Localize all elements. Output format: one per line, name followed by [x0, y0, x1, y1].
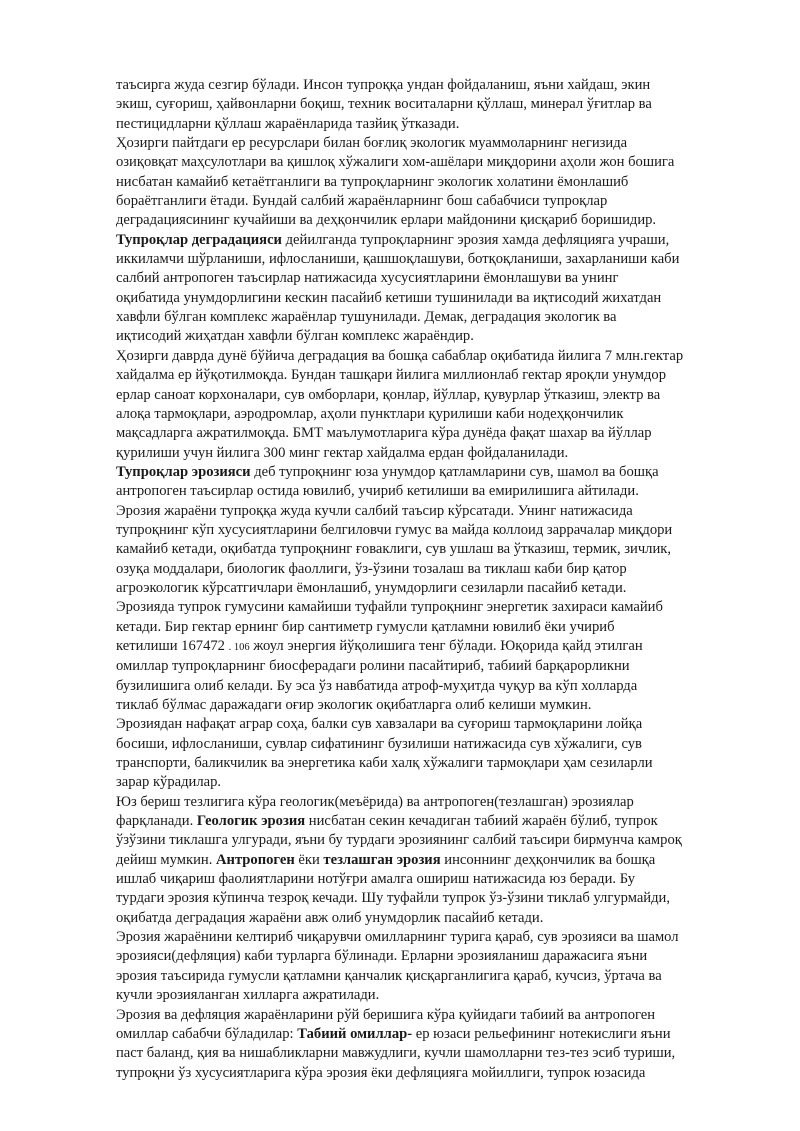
text-line [116, 386, 751, 405]
text-run: нисбатан камайиб кетаётганлиги ва тупроқларнинг экологик холатини ёмонлашиб [116, 173, 629, 190]
text-line [116, 521, 751, 540]
text-run: нисбатан секин кечадиган табиий жараён бўлиб, тупрок [305, 813, 658, 830]
text-line [116, 560, 751, 579]
text-line [116, 793, 751, 812]
text-run: 6 [244, 641, 250, 653]
text-run: омиллар тупроқларнинг биосферадаги ролини пасайтириб, табиий барқарорликни [116, 658, 630, 675]
text-run: алоқа тармоқлари, аэродромлар, аҳоли пунктлари қурилиши каби нодеҳқончилик [116, 405, 624, 422]
text-line [116, 308, 751, 327]
text-line [116, 347, 751, 366]
text-line [116, 579, 751, 598]
text-run: оқибатида унумдорлигини кескин пасайиб кетиши тушинилади ва иқтисодий жихатдан [116, 289, 662, 306]
text-run: деб тупроқнинг юза унумдор қатламларини сув, шамол ва бошқа [250, 463, 659, 480]
text-run: камайиб кетади, оқибатда тупроқнинг ғоваклиги, сув ушлаш ва ўтказиш, термик, зичлик, [116, 541, 672, 558]
text-run: жоул энергия йўқолишига тенг бўлади. Юқорида қайд этилган [249, 637, 643, 654]
text-line [116, 812, 751, 831]
text-run: Эрозия жараёни тупроққа жуда кучли салбий таъсир кўрсатади. Унинг натижасида [116, 502, 633, 519]
text-line [116, 269, 751, 288]
text-run: хайдалма ер йўқотилмоқда. Бундан ташқари йилига миллионлаб гектар яроқли унумдор [116, 367, 666, 384]
text-run: хавфли бўлган комплекс жараёнлар тушунилади. Демак, деградация экологик ва [116, 309, 617, 326]
text-run: ерлар саноат корхоналари, сув омборлари, қонлар, йўллар, қувурлар ўтказиш, электр ва [116, 386, 661, 403]
text-run: Ҳозирги даврда дунё бўйича деградация ва бошқа сабаблар оқибатида йилига 7 млн.гектар [116, 347, 684, 364]
text-line [116, 134, 751, 153]
text-line [116, 192, 751, 211]
bold-term: Табиий омиллар- [297, 1025, 413, 1042]
text-line [116, 211, 751, 230]
text-line [116, 851, 751, 870]
text-line [116, 482, 751, 501]
text-run: таъсирга жуда сезгир бўлади. Инсон тупроққа ундан фойдаланиш, яъни хайдаш, экин [116, 77, 651, 93]
bold-term: Антропоген [216, 851, 295, 868]
text-run: босиши, ифлосланиши, сувлар сифатининг бузилиши натижасида сув хўжалиги, сув [116, 735, 642, 752]
text-run: экиш, суғориш, ҳайвонларни боқиш, техник воситаларни қўллаш, минерал ўғитлар ва [116, 96, 652, 113]
text-run: иккиламчи шўрланиши, ифлосланиши, қашшоқлашуви, ботқоқланиши, захарланиши каби [116, 251, 680, 268]
text-line [116, 889, 751, 908]
text-run: транспорти, баликчилик ва энергетика каби халқ хўжалиги тармоқлари ҳам сезиларли [116, 755, 653, 772]
text-run: Эрозиядан нафақат аграр соҳа, балки сув хавзалари ва суғориш тармоқларини лойқа [116, 716, 643, 733]
text-line [116, 327, 751, 346]
text-run: зарар кўрадилар. [116, 774, 222, 791]
text-line [116, 870, 751, 889]
text-line [116, 831, 751, 850]
text-run: Эрозия ва дефляция жараёнларини рўй беришига кўра қуйидаги табиий ва антропоген [116, 1006, 656, 1023]
text-line [116, 1006, 751, 1025]
text-run: оқибатда деградация жараёни авж олиб унумдорлик пасайиб кетади. [116, 909, 544, 926]
text-line [116, 637, 751, 657]
text-run: омиллар сабабчи бўладилар: [116, 1025, 298, 1042]
bold-term: Геологик эрозия [196, 813, 306, 830]
text-run: агроэкологик кўрсатгичлари ёмонлашиб, унумдорлиги сезиларли пасайиб кетади. [116, 579, 627, 596]
text-line [116, 598, 751, 617]
text-run: озиқовқат маҳсулотлари ва қишлоқ хўжалиги хом-ашёлари миқдорини аҳоли жон бошига [116, 154, 675, 171]
text-run: деградациясининг кучайиши ва деҳқончилик ерлари майдонини қисқариб боришидир. [116, 212, 657, 229]
bold-term: Тупроқлар эрозияси [116, 463, 251, 480]
text-line [116, 947, 751, 966]
text-run: эрозияси(дефляция) каби турларга бўлинади. Ерларни эрозияланиш даражасига яъни [116, 948, 648, 965]
text-line [116, 773, 751, 792]
text-line [116, 540, 751, 559]
text-run: ишлаб чиқариш фаолиятларини нотўғри амалга ошириш натижасида юз беради. Бу [116, 871, 636, 888]
text-line [116, 657, 751, 676]
text-run: қурилиши учун йилига 300 минг гектар хайдалма ердан фойдаланилади. [116, 444, 569, 461]
text-run: дейиш мумкин. [116, 851, 216, 868]
text-run: дейилганда тупроқларнинг эрозия хамда дефляцияга учраши, [281, 231, 670, 248]
text-run: Эрозияда тупрок гумусини камайиши туфайли тупроқнинг энергетик захираси камайиб [116, 599, 663, 616]
text-run: фарқланади. [116, 813, 197, 830]
text-run: ер юзаси рельефининг нотекислиги яъни [412, 1025, 671, 1042]
text-run: ёки [294, 851, 324, 868]
bold-term: тезлашган эрозия [323, 851, 441, 868]
text-run: пестицидларни қўллаш жараёнларида тазйиқ ўтказади. [116, 115, 460, 132]
text-run: бузилишига олиб келади. Бу эса ўз навбатида атроф-муҳитда чуқур ва кўп холларда [116, 677, 638, 694]
text-line [116, 444, 751, 463]
text-run: тупроқнинг кўп хусусиятларини белгиловчи гумус ва майда коллоид заррачалар миқдори [116, 521, 673, 538]
text-line [116, 1064, 751, 1083]
text-line [116, 677, 751, 696]
text-run: тупроқни ўз хусусиятларига кўра эрозия ёки дефляцияга мойиллиги, тупрок юзасида [116, 1064, 646, 1081]
text-line [116, 289, 751, 308]
text-line [116, 696, 751, 715]
text-line [116, 115, 751, 134]
text-line [116, 366, 751, 385]
text-line [116, 231, 751, 250]
text-run: иқтисодий жиҳатдан хавфли бўлган комплекс жараёндир. [116, 328, 474, 345]
text-run: турдаги эрозия кўпинча тезроқ кечади. Шу туфайли тупрок ўз-ўзини тиклаб улгурмайди, [116, 890, 670, 907]
text-line [116, 76, 751, 95]
text-line [116, 909, 751, 928]
text-line [116, 502, 751, 521]
text-line [116, 754, 751, 773]
text-run: мақсадларга ажратилмоқда. БМТ маълумотларига кўра дунёда фақат шахар ва йўллар [116, 425, 652, 442]
bold-term: Тупроқлар деградацияси [116, 231, 282, 248]
text-line [116, 250, 751, 269]
text-run: . 10 [228, 641, 245, 653]
text-run: эрозия таъсирида гумусли қатламни қанчалик қисқарганлигига қараб, кучсиз, ўртача ва [116, 967, 662, 984]
text-line [116, 153, 751, 172]
text-line [116, 618, 751, 637]
text-line [116, 986, 751, 1005]
text-line [116, 735, 751, 754]
text-line [116, 1044, 751, 1063]
text-run: кетилиши 167472 [116, 637, 229, 654]
text-run: Юз бериш тезлигига кўра геологик(меъёрида) ва антропоген(тезлашган) эрозиялар [116, 793, 634, 810]
document-page [116, 76, 751, 1083]
text-run: паст баланд, қия ва нишабликларни мавжудлиги, кучли шамолларни тез-тез эсиб туриши, [116, 1045, 676, 1062]
text-line [116, 95, 751, 114]
text-run: ўзўзини тиклашга улгуради, яъни бу турдаги эрозиянинг салбий таъсири бирмунча камроқ [116, 832, 682, 849]
text-run: озуқа моддалари, биологик фаоллиги, ўз-ўзини тозалаш ва тиклаш каби бир қатор [116, 560, 627, 577]
text-line [116, 967, 751, 986]
text-run: Эрозия жараёнини келтириб чиқарувчи омилларнинг турига қараб, сув эрозияси ва шамол [116, 929, 679, 946]
text-run: салбий антропоген таъсирлар натижасида хусусиятларини ёмонлашуви ва унинг [116, 270, 619, 287]
text-line [116, 928, 751, 947]
text-run: кетади. Бир гектар ернинг бир сантиметр гумусли қатламни ювилиб ёки учириб [116, 618, 615, 635]
text-line [116, 1025, 751, 1044]
text-line [116, 463, 751, 482]
text-run: антропоген таъсирлар остида ювилиб, учириб кетилиши ва емирилишига айтилади. [116, 483, 639, 500]
text-line [116, 173, 751, 192]
text-line [116, 424, 751, 443]
text-run: тиклаб бўлмас даражадаги оғир экологик оқибатларга олиб келиши мумкин. [116, 697, 592, 713]
text-run: Ҳозирги пайтдаги ер ресурслари билан боғлиқ экологик муаммоларнинг негизида [116, 135, 628, 152]
text-run: инсоннинг деҳқончилик ва бошқа [440, 851, 656, 868]
text-line [116, 405, 751, 424]
text-line [116, 715, 751, 734]
text-run: бораётганлиги ётади. Бундай салбий жараёнларнинг бош сабабчиси тупроқлар [116, 193, 608, 210]
text-run: кучли эрозияланган хилларга ажратилади. [116, 987, 380, 1004]
